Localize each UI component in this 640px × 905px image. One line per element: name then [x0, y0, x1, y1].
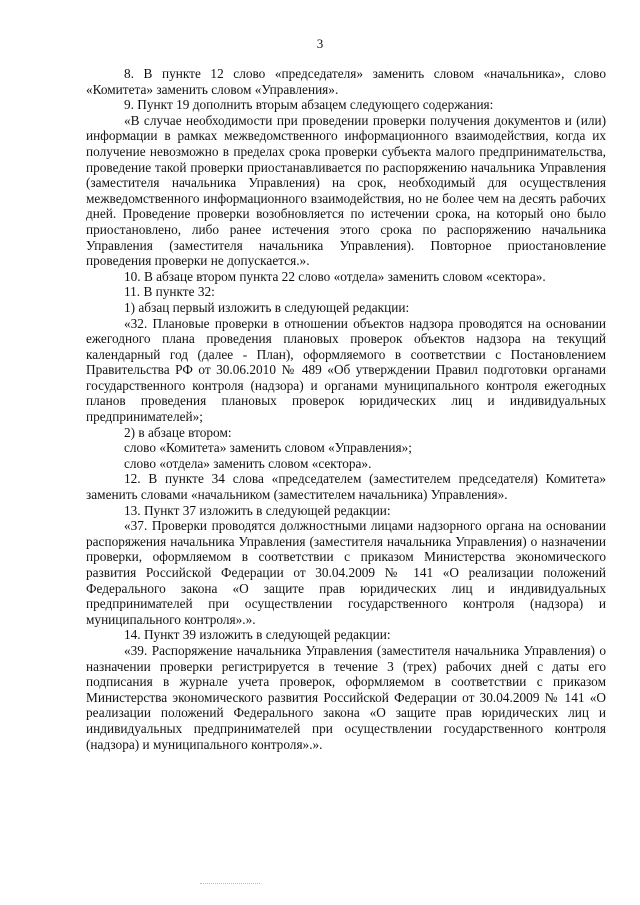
paragraph-item-11-sub-2: 2) в абзаце втором:	[124, 424, 232, 440]
paragraph-item-10: 10. В абзаце втором пункта 22 слово «отдела» заменить словом «сектора».	[124, 268, 546, 284]
paragraph-item-11-sub-1: 1) абзац первый изложить в следующей редакции:	[124, 299, 410, 315]
paragraph-item-8: 8. В пункте 12 слово «председателя» заменить словом «начальника», слово «Комитета» заменить словом «Управления».	[86, 66, 606, 97]
paragraph-item-14: 14. Пункт 39 изложить в следующей редакции:	[124, 627, 391, 643]
paragraph-item-9-quote: «В случае необходимости при проведении проверки получения документов и (или) информации в рамках межведомственного информационного взаимодействия, когда их получение невозможно в пределах срока проверки субъекта малого предпринимательства, проведение такой проверки приостанавливается по распоряжению начальника Управления (заместителя начальника Управления) на срок, необходимый для осуществления межведомственного информационного взаимодействия, но не более чем на десять рабочих дней. Проведение проверки возобновляется по истечении срока, на который оно было приостановлено, либо ранее истечения этого срока по распоряжению начальника Управления (заместителя начальника Управления). Повторное приостановление проведения проверки не допускается.».	[86, 112, 606, 269]
paragraph-item-11-quote: «32. Плановые проверки в отношении объектов надзора проводятся на основании ежегодного плана проведения плановых проверок объектов надзора на текущий календарный год (далее - План), оформляемого в соответствии с Постановлением Правительства РФ от 30.06.2010 № 489 «Об утверждении Правил подготовки органами государственного контроля (надзора) и органами муниципального контроля ежегодных планов проведения плановых проверок юридических лиц и индивидуальных предпринимателей»;	[86, 315, 606, 425]
paragraph-item-13-quote: «37. Проверки проводятся должностными лицами надзорного органа на основании распоряжения начальника Управления (заместителя начальника Управления) о назначении проверки, оформляемом в соответствии с приказом Министерства экономического развития Российской Федерации от 30.04.2009 № 141 «О реализации положений Федерального закона «О защите прав юридических лиц и индивидуальных предпринимателей при осуществлении государственного контроля (надзора) и муниципального контроля».».	[86, 518, 606, 627]
paragraph-item-11: 11. В пункте 32:	[124, 284, 215, 300]
paragraph-item-11-sub-2b: слово «отдела» заменить словом «сектора».	[124, 455, 372, 471]
paragraph-item-12: 12. В пункте 34 слова «председателем (заместителем председателя) Комитета» заменить словами «начальником (заместителем начальника) Управления».	[86, 471, 606, 503]
page-number: 3	[316, 36, 324, 51]
paragraph-item-9: 9. Пункт 19 дополнить вторым абзацем следующего содержания:	[124, 97, 494, 113]
scan-artifact-divider	[200, 883, 260, 884]
document-body	[86, 66, 606, 752]
paragraph-item-11-sub-2a: слово «Комитета» заменить словом «Управления»;	[124, 440, 412, 456]
paragraph-item-13: 13. Пункт 37 изложить в следующей редакции:	[124, 502, 391, 518]
paragraph-item-14-quote: «39. Распоряжение начальника Управления (заместителя начальника Управления) о назначении проверки регистрируется в течение 3 (трех) рабочих дней с даты его подписания в журнале учета проверок, оформляемом в соответствии с приказом Министерства экономического развития Российской Федерации от 30.04.2009 № 141 «О реализации положений Федерального закона «О защите прав юридических лиц и индивидуальных предпринимателей при осуществлении государственного контроля (надзора) и муниципального контроля».».	[86, 642, 606, 752]
